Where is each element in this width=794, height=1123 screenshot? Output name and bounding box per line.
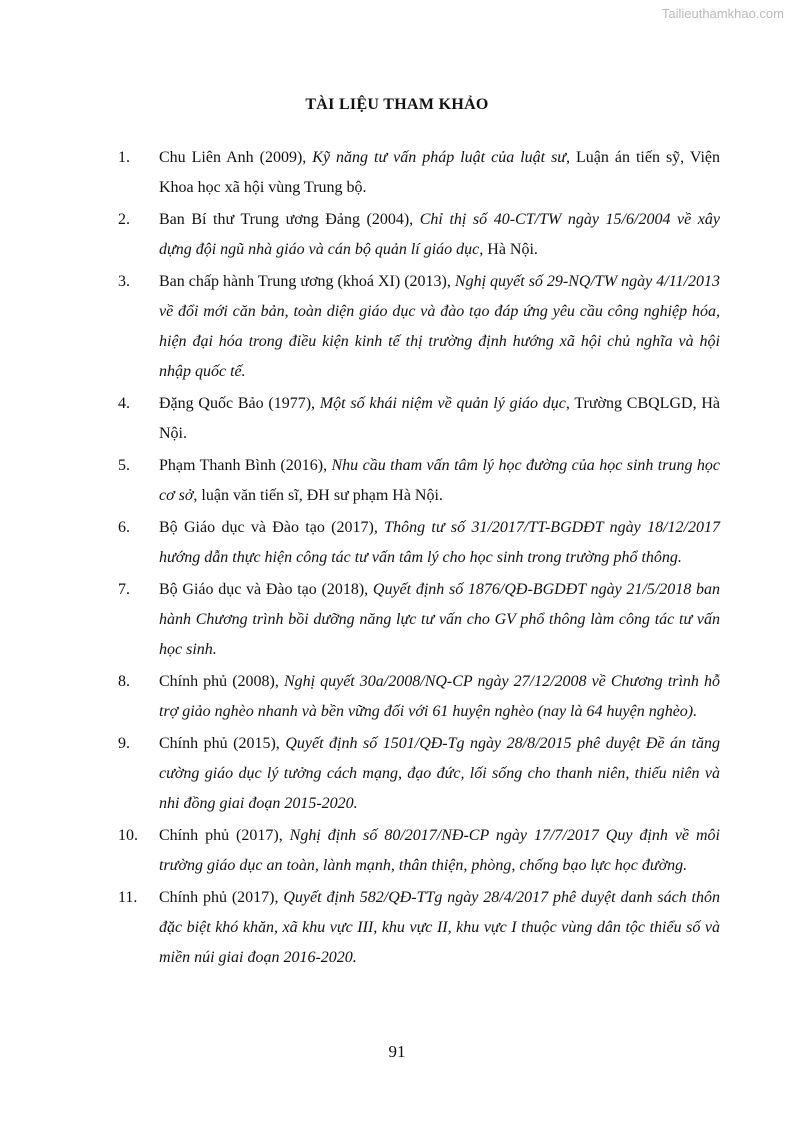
reference-title: Nhu cầu tham vấn tâm lý học đường của học sinh trung học cơ sở [159,457,720,504]
reference-title: Quyết định 582/QĐ-TTg ngày 28/4/2017 phê duyệt danh sách thôn đặc biệt khó khăn, xã khu vực III, khu vực II, khu vực I thuộc vùng dân tộc thiểu số và miền núi giai đoạn 2016-2020. [159,889,720,966]
reference-number: 3. [118,273,130,290]
reference-item-6 [118,513,720,573]
reference-number: 5. [118,457,130,474]
reference-author: Chu Liên Anh (2009), [159,149,313,166]
reference-author: Bộ Giáo dục và Đào tạo (2018), [159,581,373,598]
reference-number: 1. [118,149,130,166]
reference-number: 9. [118,735,130,752]
reference-item-8 [118,667,720,727]
reference-author: Ban Bí thư Trung ương Đảng (2004), [159,211,420,228]
reference-number: 11. [118,889,138,906]
reference-author: Chính phủ (2015), [159,735,286,752]
reference-number: 6. [118,519,130,536]
reference-number: 8. [118,673,130,690]
reference-list [118,143,720,975]
reference-number: 10. [118,827,138,844]
reference-publisher: , luận văn tiến sĩ, ĐH sư phạm Hà Nội. [193,487,443,504]
reference-title: Kỹ năng tư vấn pháp luật của luật sư, [312,149,571,166]
reference-number: 4. [118,395,130,412]
reference-publisher: , Trường CBQLGD, Hà Nội. [159,395,720,442]
reference-publisher: Luận án tiến sỹ, Viện Khoa học xã hội vùng Trung bộ. [159,149,720,196]
reference-item-11 [118,883,720,973]
reference-title: Nghị định số 80/2017/NĐ-CP ngày 17/7/2017 Quy định về môi trường giáo dục an toàn, lành mạnh, thân thiện, phòng, chống bạo lực học đường. [159,827,720,874]
reference-item-10 [118,821,720,881]
reference-title: Thông tư số 31/2017/TT-BGDĐT ngày 18/12/2017 hướng dẫn thực hiện công tác tư vấn tâm lý cho học sinh trong trường phổ thông. [159,519,720,566]
reference-author: Chính phủ (2017), [159,827,290,844]
page-title: TÀI LIỆU THAM KHẢO [305,96,489,113]
reference-author: Ban chấp hành Trung ương (khoá XI) (2013), [159,273,455,290]
reference-number: 2. [118,211,130,228]
reference-item-2 [118,205,720,265]
reference-author: Bộ Giáo dục và Đào tạo (2017), [159,519,385,536]
watermark: Tailieuthamkhao.com [661,6,784,21]
reference-item-1 [118,143,720,203]
reference-item-7 [118,575,720,665]
reference-item-5 [118,451,720,511]
reference-title: Chỉ thị số 40-CT/TW ngày 15/6/2004 về xây dựng đội ngũ nhà giáo và cán bộ quản lí giáo dục, [159,211,720,258]
reference-title: Quyết định số 1876/QĐ-BGDĐT ngày 21/5/2018 ban hành Chương trình bồi dưỡng năng lực tư vấn cho GV phổ thông làm công tác tư vấn học sinh. [159,581,721,658]
reference-author: Đặng Quốc Bảo (1977), [159,395,320,412]
reference-number: 7. [118,581,130,598]
reference-title: Nghị quyết 30a/2008/NQ-CP ngày 27/12/2008 về Chương trình hỗ trợ giảo nghèo nhanh và bền vững đối với 61 huyện nghèo (nay là 64 huyện nghèo). [159,673,720,720]
reference-item-3 [118,267,720,387]
reference-item-4 [118,389,720,449]
reference-title: Một số khái niệm về quản lý giáo dục [319,395,566,412]
reference-title: Nghị quyết số 29-NQ/TW ngày 4/11/2013 về đổi mới căn bản, toàn diện giáo dục và đào tạo đáp ứng yêu cầu công nghiệp hóa, hiện đại hóa trong điều kiện kinh tế thị trường định hướng xã hội chủ nghĩa và hội nhập quốc tế. [159,273,720,380]
reference-author: Phạm Thanh Bình (2016), [159,457,332,474]
reference-author: Chính phủ (2017), [159,889,284,906]
page-number: 91 [388,1042,406,1061]
reference-item-9 [118,729,720,819]
reference-author: Chính phủ (2008), [159,673,284,690]
reference-title: Quyết định số 1501/QĐ-Tg ngày 28/8/2015 phê duyệt Đề án tăng cường giáo dục lý tưởng cách mạng, đạo đức, lối sống cho thanh niên, thiếu niên và nhi đồng giai đoạn 2015-2020. [159,735,720,812]
reference-publisher: Hà Nội. [483,241,538,258]
